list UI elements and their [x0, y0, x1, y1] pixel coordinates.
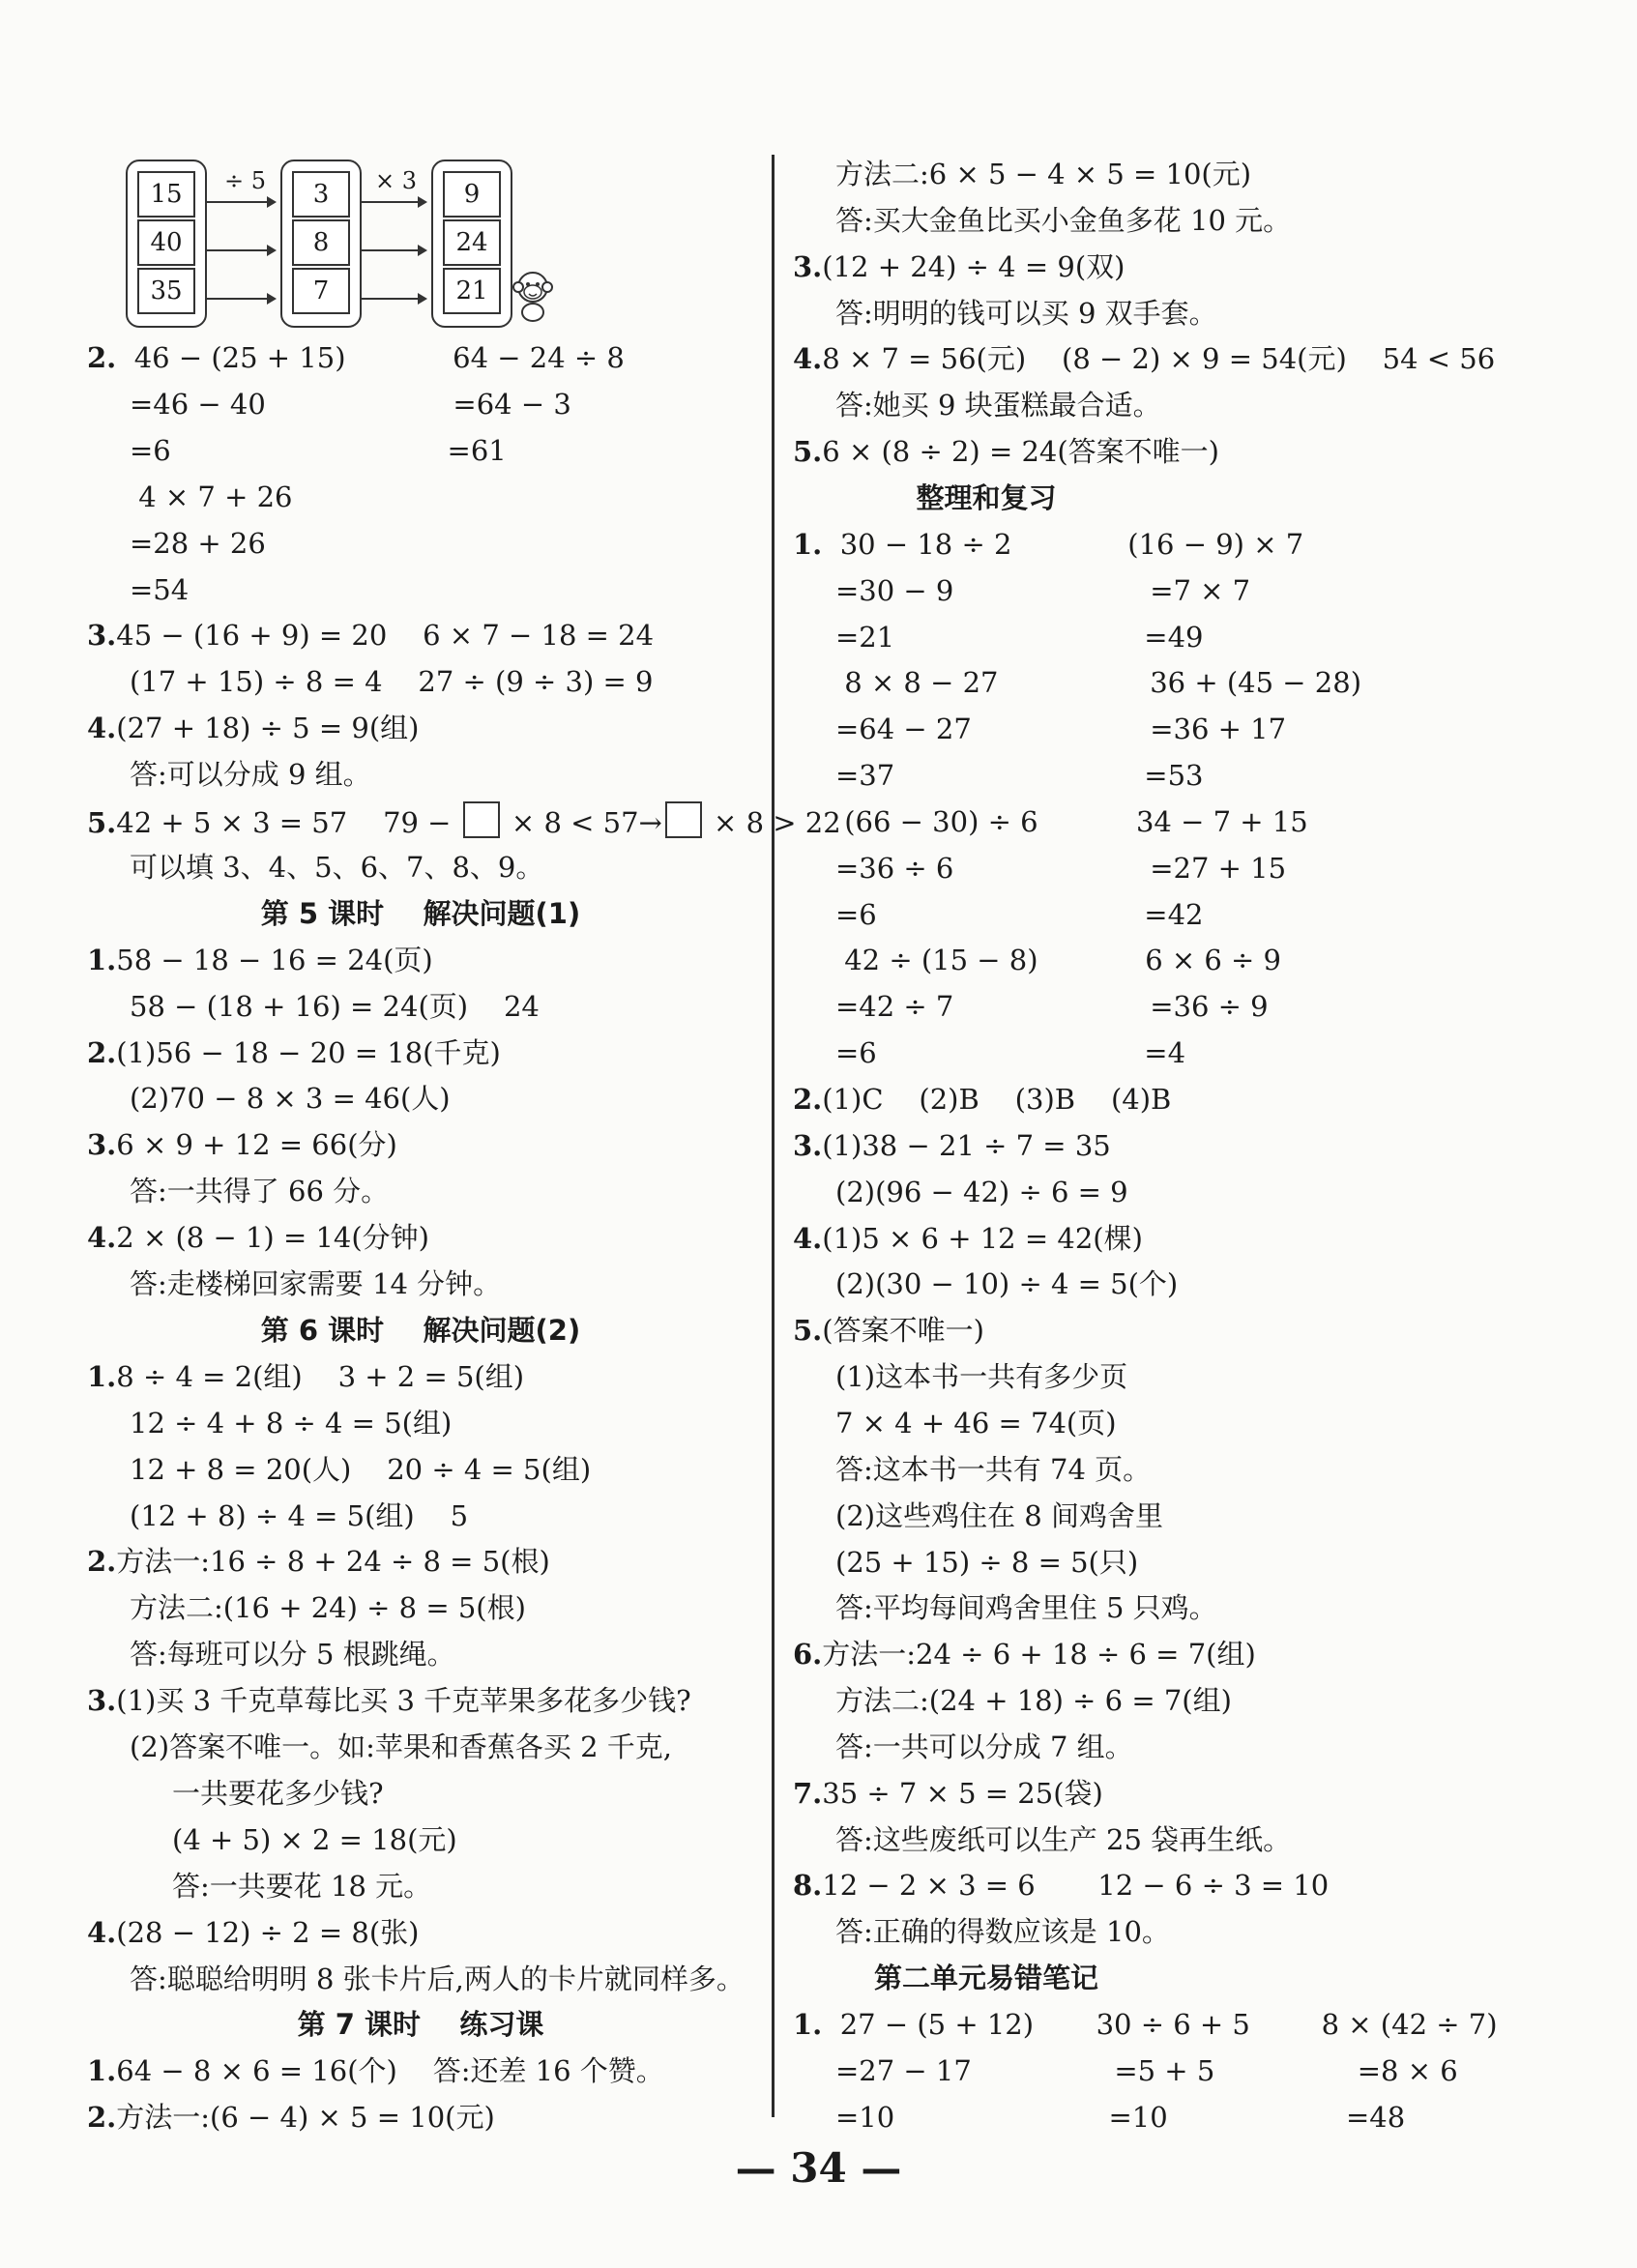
answer-line — [835, 710, 1286, 748]
answer-line — [793, 2005, 1498, 2044]
answer-text: 答:每班可以分 5 根跳绳。 — [130, 1638, 455, 1672]
answer-text: =46 − 40 =64 − 3 — [130, 387, 571, 421]
question-number: 4. — [793, 342, 823, 376]
question-number: 4. — [87, 1915, 117, 1949]
answer-line — [130, 1265, 501, 1303]
answer-line — [793, 1311, 984, 1350]
blank-box — [463, 801, 500, 838]
answer-line — [130, 1404, 452, 1442]
section-heading: 第二单元易错笔记 — [873, 1962, 1098, 1995]
answer-text: =6 =4 — [835, 1036, 1186, 1070]
answer-text: (2)(30 − 10) ÷ 4 = 5(个) — [835, 1267, 1179, 1301]
section-heading: 第 5 课时 解决问题(1) — [260, 896, 581, 930]
answer-line — [793, 1774, 1103, 1813]
answer-text: (答案不唯一) — [822, 1314, 984, 1348]
answer-line — [87, 1125, 397, 1164]
answer-text: 方法二:(24 + 18) ÷ 6 = 7(组) — [835, 1684, 1232, 1718]
answer-text: =64 − 27 =36 + 17 — [835, 712, 1287, 746]
blank-box — [665, 801, 702, 838]
answer-line — [87, 801, 841, 842]
arrow-right-icon — [207, 249, 275, 251]
answer-text: (1)56 − 18 − 20 = 18(千克) — [116, 1035, 501, 1069]
question-number: 2. — [87, 1545, 117, 1579]
answer-text: 答:买大金鱼比买小金鱼多花 10 元。 — [835, 203, 1292, 237]
answer-line — [835, 987, 1269, 1026]
answer-text: 45 − (16 + 9) = 20 6 × 7 − 18 = 24 — [116, 619, 655, 653]
answer-text: 12 ÷ 4 + 8 ÷ 4 = 5(组) — [130, 1406, 453, 1439]
question-number: 1. — [87, 2054, 117, 2088]
section-heading: 第 6 课时 解决问题(2) — [260, 1313, 581, 1347]
diagram-cell: 40 — [137, 219, 195, 266]
answer-text: =42 ÷ 7 =36 ÷ 9 — [835, 990, 1269, 1024]
answer-line — [87, 1357, 524, 1396]
section-heading: 整理和复习 — [916, 480, 1057, 514]
answer-line — [87, 1033, 501, 1072]
arrow-right-icon — [362, 201, 425, 203]
answer-text: 答:这些废纸可以生产 25 袋再生纸。 — [835, 1822, 1292, 1856]
answer-text: 35 ÷ 7 × 5 = 25(袋) — [822, 1776, 1103, 1810]
answer-text: 答:一共要花 18 元。 — [172, 1869, 432, 1903]
answer-text: 6 × (8 ÷ 2) = 24(答案不唯一) — [822, 435, 1219, 469]
question-number: 2. — [793, 1083, 823, 1116]
answer-text: 方法一:(6 − 4) × 5 = 10(元) — [116, 2101, 495, 2135]
question-number: 7. — [793, 1776, 823, 1810]
answer-text: 58 − (18 + 16) = 24(页) 24 — [130, 989, 540, 1023]
answer-text: (27 + 18) ÷ 5 = 9(组) — [116, 712, 420, 745]
answer-text: 答:正确的得数应该是 10。 — [835, 1915, 1170, 1949]
answer-text: 27 − (5 + 12) 30 ÷ 6 + 5 8 × (42 ÷ 7) — [822, 2008, 1498, 2041]
diagram-cell: 15 — [137, 171, 195, 218]
answer-line — [130, 431, 507, 470]
question-number: 4. — [87, 712, 117, 745]
answer-line — [835, 1497, 1163, 1535]
diagram-cell: 9 — [443, 171, 501, 218]
question-number: 4. — [793, 1221, 823, 1255]
answer-line — [172, 1820, 457, 1859]
answer-line — [835, 849, 1286, 887]
answer-text: =36 ÷ 6 =27 + 15 — [835, 851, 1287, 885]
answer-text: =28 + 26 — [130, 526, 266, 560]
answer-text: 2 × (8 − 1) = 14(分钟) — [116, 1221, 429, 1255]
question-number: 6. — [793, 1638, 823, 1672]
answer-text: =37 =53 — [835, 759, 1204, 793]
diagram-column-1 — [126, 160, 207, 328]
answer-line — [130, 987, 540, 1026]
answer-text: (1)买 3 千克草莓比买 3 千克苹果多花多少钱? — [116, 1684, 691, 1718]
answer-text: 方法二:6 × 5 − 4 × 5 = 10(元) — [835, 158, 1252, 190]
answer-line — [130, 1079, 451, 1118]
answer-text: =10 =10 =48 — [835, 2100, 1406, 2134]
answer-text: (1)5 × 6 + 12 = 42(棵) — [822, 1221, 1143, 1255]
question-number: 4. — [87, 1221, 117, 1255]
answer-line — [130, 1172, 389, 1210]
answer-line — [130, 524, 266, 563]
answer-text: (28 − 12) ÷ 2 = 8(张) — [116, 1915, 420, 1949]
answer-text: (2)答案不唯一。如:苹果和香蕉各买 2 千克, — [130, 1730, 672, 1763]
answer-line — [793, 525, 1303, 564]
diagram-cell: 21 — [443, 268, 501, 314]
answer-line — [835, 1265, 1178, 1303]
answer-line — [87, 941, 433, 979]
answer-text: 30 − 18 ÷ 2 (16 − 9) × 7 — [822, 527, 1304, 561]
question-number: 2. — [87, 1035, 117, 1069]
answer-line — [87, 616, 654, 654]
answer-text: 46 − (25 + 15) 64 − 24 ÷ 8 — [116, 341, 625, 374]
answer-text: 答:这本书一共有 74 页。 — [835, 1452, 1152, 1486]
question-number: 1. — [793, 527, 823, 561]
answer-text: (66 − 30) ÷ 6 34 − 7 + 15 — [835, 804, 1308, 838]
answer-text: 答:明明的钱可以买 9 双手套。 — [835, 296, 1217, 330]
question-number: 3. — [87, 1128, 117, 1162]
answer-line — [793, 1080, 1171, 1119]
answer-text: 64 − 8 × 6 = 16(个) 答:还差 16 个赞。 — [116, 2054, 664, 2088]
answer-text: 方法一:24 ÷ 6 + 18 ÷ 6 = 7(组) — [822, 1638, 1256, 1672]
answer-text: 8 × 7 = 56(元) (8 − 2) × 9 = 54(元) 54 < 56 — [822, 342, 1496, 376]
answer-text: 4 × 7 + 26 — [130, 480, 293, 513]
divide-operator-label: ÷ 5 — [224, 167, 267, 194]
answer-line — [87, 1542, 550, 1581]
answer-line — [87, 2051, 664, 2090]
answer-text: (17 + 15) ÷ 8 = 4 27 ÷ (9 ÷ 3) = 9 — [130, 665, 654, 699]
monkey-mascot-icon — [511, 268, 555, 322]
answer-text: 方法二:(16 + 24) ÷ 8 = 5(根) — [130, 1591, 526, 1625]
answer-text: 一共要花多少钱? — [172, 1776, 384, 1810]
answer-text: × 8 < 57→ — [502, 806, 662, 839]
answer-line — [835, 1173, 1128, 1211]
answer-line — [87, 1681, 691, 1720]
diagram-cell: 7 — [292, 268, 350, 314]
answer-line — [835, 895, 1204, 934]
answer-line — [835, 386, 1161, 424]
answer-line — [130, 1588, 526, 1627]
diagram-cell: 24 — [443, 219, 501, 266]
answer-line — [87, 2098, 495, 2137]
arrow-right-icon — [362, 298, 425, 300]
arrow-right-icon — [207, 201, 275, 203]
question-number: 3. — [793, 1128, 823, 1162]
answer-text: 答:可以分成 9 组。 — [130, 758, 371, 792]
answer-line — [793, 247, 1125, 286]
question-number: 3. — [793, 249, 823, 283]
answer-line — [793, 1635, 1256, 1673]
multiply-operator-label: × 3 — [375, 167, 418, 194]
answer-text: (1)这本书一共有多少页 — [835, 1360, 1128, 1394]
answer-line — [835, 201, 1291, 240]
answer-line — [87, 709, 419, 747]
question-number: 5. — [87, 806, 117, 839]
answer-text: 12 + 8 = 20(人) 20 ÷ 4 = 5(组) — [130, 1452, 592, 1486]
column-divider — [772, 155, 775, 2117]
answer-line — [130, 1728, 672, 1766]
answer-line — [130, 1960, 745, 1998]
answer-text: (2)这些鸡住在 8 间鸡舍里 — [835, 1498, 1163, 1532]
answer-line — [130, 755, 371, 794]
answer-text: (1)38 − 21 ÷ 7 = 35 — [822, 1128, 1111, 1162]
answer-text: =54 — [130, 572, 190, 606]
answer-line — [835, 1404, 1117, 1442]
answer-text: (25 + 15) ÷ 8 = 5(只) — [835, 1545, 1139, 1579]
answer-line — [835, 155, 1251, 193]
division-multiplication-diagram — [126, 160, 512, 329]
answer-text: 答:平均每间鸡舍里住 5 只鸡。 — [835, 1591, 1217, 1625]
arrow-right-icon — [362, 249, 425, 251]
answer-line — [835, 756, 1204, 795]
question-number: 5. — [793, 1314, 823, 1348]
answer-line — [172, 1867, 431, 1905]
answer-line — [87, 1913, 419, 1952]
question-number: 2. — [87, 341, 117, 374]
answer-line — [793, 1219, 1143, 1258]
question-number: 1. — [87, 943, 117, 976]
answer-text: 12 − 2 × 3 = 6 12 − 6 ÷ 3 = 10 — [822, 1869, 1330, 1903]
answer-text: 答:走楼梯回家需要 14 分钟。 — [130, 1267, 502, 1300]
answer-text: (2)(96 − 42) ÷ 6 = 9 — [835, 1175, 1128, 1208]
answer-text: 58 − 18 − 16 = 24(页) — [116, 943, 433, 976]
answer-text: =21 =49 — [835, 620, 1204, 654]
answer-text: 答:一共得了 66 分。 — [130, 1175, 390, 1208]
answer-line — [87, 1218, 429, 1257]
answer-text: 答:一共可以分成 7 组。 — [835, 1730, 1133, 1763]
answer-line — [835, 1912, 1170, 1951]
answer-text: 42 ÷ (15 − 8) 6 × 6 ÷ 9 — [835, 944, 1282, 977]
answer-line — [793, 1126, 1111, 1165]
answer-text: 可以填 3、4、5、6、7、8、9。 — [130, 850, 544, 884]
answer-line — [835, 294, 1217, 333]
answer-line — [172, 1774, 384, 1813]
answer-text: =30 − 9 =7 × 7 — [835, 573, 1251, 607]
diagram-cell: 3 — [292, 171, 350, 218]
answer-text: 6 × 9 + 12 = 66(分) — [116, 1128, 397, 1162]
answer-line — [130, 662, 654, 701]
answer-line — [835, 1728, 1133, 1766]
answer-text: (12 + 8) ÷ 4 = 5(组) 5 — [130, 1498, 469, 1532]
answer-line — [130, 1497, 468, 1535]
answer-line — [835, 2098, 1405, 2137]
answer-text: (4 + 5) × 2 = 18(元) — [172, 1822, 457, 1856]
diagram-cell: 8 — [292, 219, 350, 266]
answer-text: (2)70 − 8 × 3 = 46(人) — [130, 1082, 451, 1116]
answer-text: 7 × 4 + 46 = 74(页) — [835, 1406, 1117, 1439]
question-number: 3. — [87, 1684, 117, 1718]
answer-line — [835, 663, 1361, 702]
answer-line — [835, 1588, 1217, 1627]
answer-text: 8 × 8 − 27 36 + (45 − 28) — [835, 666, 1362, 700]
answer-line — [835, 2051, 1458, 2090]
arrow-right-icon — [207, 298, 275, 300]
question-number: 5. — [793, 435, 823, 469]
question-number: 1. — [793, 2008, 823, 2041]
answer-text: =6 =42 — [835, 897, 1204, 931]
answer-line — [835, 1820, 1291, 1859]
question-number: 3. — [87, 619, 117, 653]
answer-line — [835, 1033, 1185, 1072]
answer-text: (12 + 24) ÷ 4 = 9(双) — [822, 249, 1125, 283]
answer-line — [793, 432, 1219, 471]
answer-text: =6 =61 — [130, 433, 507, 467]
page-number: — 34 — — [735, 2144, 902, 2192]
answer-line — [130, 848, 543, 887]
answer-line — [130, 385, 571, 423]
answer-line — [130, 570, 189, 609]
answer-text: (1)C (2)B (3)B (4)B — [822, 1083, 1172, 1116]
answer-line — [130, 478, 293, 516]
section-heading: 第 7 课时 练习课 — [297, 2008, 544, 2042]
answer-line — [835, 1681, 1232, 1720]
answer-line — [835, 1543, 1138, 1582]
question-number: 2. — [87, 2101, 117, 2135]
answer-line — [87, 338, 625, 377]
diagram-cell: 35 — [137, 268, 195, 314]
answer-text: 8 ÷ 4 = 2(组) 3 + 2 = 5(组) — [116, 1359, 525, 1393]
diagram-column-3 — [431, 160, 512, 328]
answer-line — [793, 339, 1495, 378]
answer-line — [130, 1450, 591, 1489]
diagram-column-2 — [280, 160, 362, 328]
answer-line — [835, 618, 1204, 656]
answer-line — [835, 941, 1281, 979]
answer-text: 方法一:16 ÷ 8 + 24 ÷ 8 = 5(根) — [116, 1545, 550, 1579]
answer-line — [130, 1635, 455, 1673]
answer-text: =27 − 17 =5 + 5 =8 × 6 — [835, 2053, 1458, 2087]
answer-line — [835, 571, 1250, 610]
answer-text: × 8 > 22 — [704, 806, 841, 839]
answer-line — [793, 1866, 1329, 1905]
answer-line — [835, 1450, 1151, 1489]
answer-line — [835, 1357, 1127, 1396]
answer-text: 答:聪聪给明明 8 张卡片后,两人的卡片就同样多。 — [130, 1962, 745, 1995]
answer-line — [835, 802, 1308, 841]
question-number: 1. — [87, 1359, 117, 1393]
answer-text: 答:她买 9 块蛋糕最合适。 — [835, 389, 1161, 422]
answer-text: 42 + 5 × 3 = 57 79 − — [116, 806, 460, 839]
question-number: 8. — [793, 1869, 823, 1903]
